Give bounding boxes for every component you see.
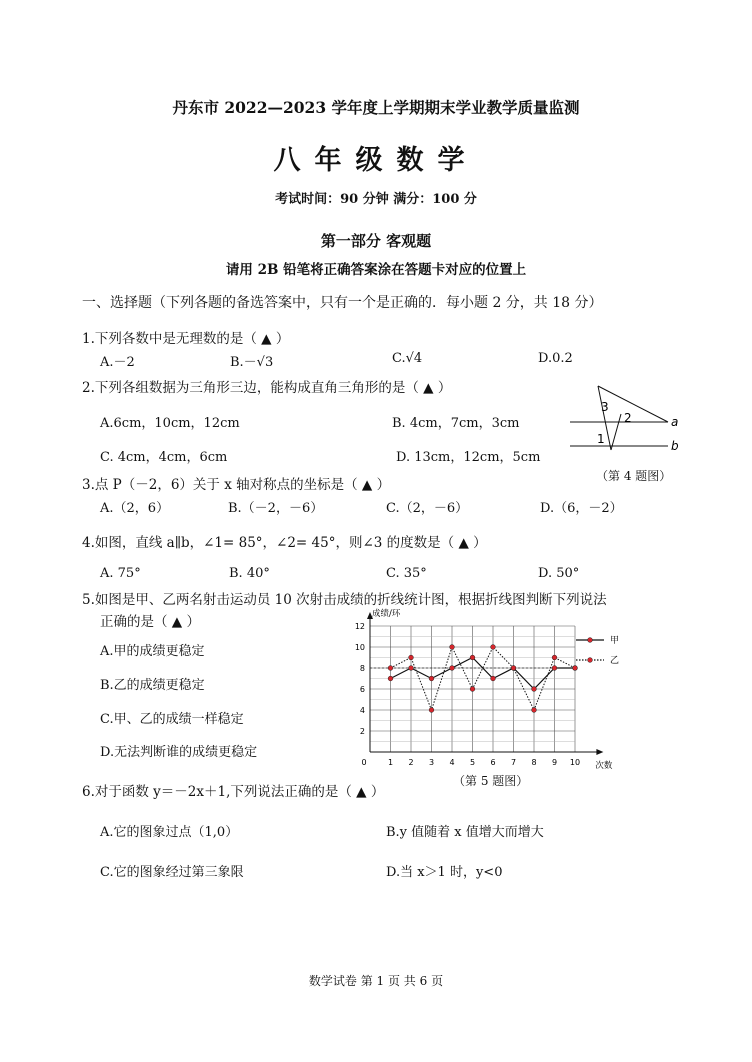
question-3-option-c: C.（2，－6） [386, 501, 469, 516]
chart-tick-labels [355, 608, 613, 771]
x-tick-label: 2 [408, 758, 414, 767]
question-4-option-c: C. 35° [386, 566, 427, 581]
y-axis-label: 成绩/环 [372, 609, 401, 619]
series-point [409, 655, 414, 660]
figure-5-line-chart [348, 604, 648, 772]
line-a-label: a [671, 415, 679, 429]
series-point [470, 687, 475, 692]
series-point [552, 666, 557, 671]
question-3-stem: 3.点 P（－2，6）关于 x 轴对称点的坐标是（ ▲ ） [82, 477, 391, 493]
question-4-option-a: A. 75° [100, 566, 141, 581]
subject-title: 八年级数学 [273, 145, 479, 176]
series-point [388, 666, 393, 671]
question-5-option-a: A.甲的成绩更稳定 [100, 644, 205, 659]
question-6-stem: 6.对于函数 y＝－2x＋1,下列说法正确的是（ ▲ ） [82, 784, 385, 800]
question-5-stem: 5.如图是甲、乙两名射击运动员 10 次射击成绩的折线统计图，根据折线图判断下列说法 [82, 592, 607, 608]
question-4-stem: 4.如图，直线 a∥b，∠1= 85°，∠2= 45°，则∠3 的度数是（ ▲ ） [82, 535, 487, 551]
angle-3-label: 3 [601, 400, 609, 414]
question-5-option-b: B.乙的成绩更稳定 [100, 678, 205, 693]
question-4-option-d: D. 50° [538, 566, 580, 581]
series-line-jia [391, 658, 576, 690]
series-point [429, 708, 434, 713]
legend-label: 乙 [610, 656, 620, 666]
series-point [409, 666, 414, 671]
origin-label: 0 [361, 758, 367, 767]
x-axis-arrow [596, 749, 603, 755]
legend-label: 甲 [610, 636, 620, 646]
series-point [491, 645, 496, 650]
question-2-stem: 2.下列各组数据为三角形三边，能构成直角三角形的是（ ▲ ） [82, 380, 452, 396]
legend-marker [588, 638, 593, 643]
x-tick-label: 3 [428, 758, 435, 767]
question-2-option-d: D. 13cm，12cm，5cm [396, 450, 541, 465]
angle-1-label: 1 [597, 432, 605, 446]
series-point [552, 655, 557, 660]
question-3-option-d: D.（6，－2） [540, 501, 623, 516]
series-point [491, 676, 496, 681]
question-5-stem-continued: 正确的是（ ▲ ） [100, 614, 200, 630]
x-tick-label: 9 [551, 758, 558, 767]
question-6-option-a: A.它的图象过点（1,0） [100, 825, 239, 840]
y-tick-label: 2 [359, 727, 365, 736]
page-footer: 数学试卷 第 1 页 共 6 页 [308, 974, 444, 988]
x-tick-label: 5 [469, 758, 476, 767]
series-point [532, 708, 537, 713]
series-point [470, 655, 475, 660]
series-point [511, 666, 516, 671]
y-tick-label: 12 [354, 622, 365, 631]
question-1-stem: 1.下列各数中是无理数的是（ ▲ ） [82, 331, 290, 347]
section-heading: 一、选择题（下列各题的备选答案中，只有一个是正确的．每小题 2 分，共 18 分） [82, 295, 603, 311]
question-6-option-b: B.y 值随着 x 值增大而增大 [386, 825, 544, 840]
chart-legend [576, 635, 619, 666]
figure-5-caption: （第 5 题图） [453, 774, 529, 788]
series-point [429, 676, 434, 681]
y-tick-label: 4 [359, 706, 365, 715]
series-point [573, 666, 578, 671]
question-3-option-b: B.（－2，－6） [228, 501, 324, 516]
question-1-option-a: A.－2 [100, 355, 135, 370]
x-tick-label: 4 [449, 758, 455, 767]
line-b-label: b [671, 439, 679, 453]
legend-marker [588, 658, 593, 663]
question-1-option-d: D.0.2 [538, 351, 573, 366]
x-tick-label: 6 [490, 758, 496, 767]
question-2-option-b: B. 4cm，7cm，3cm [392, 416, 520, 431]
question-6-option-c: C.它的图象经过第三象限 [100, 865, 244, 880]
x-tick-label: 8 [531, 758, 537, 767]
question-3-option-a: A.（2，6） [100, 501, 170, 516]
exam-title: 丹东市 2022—2023 学年度上学期期末学业教学质量监测 [172, 98, 580, 117]
question-5-option-c: C.甲、乙的成绩一样稳定 [100, 712, 244, 727]
angle-2-label: 2 [624, 411, 632, 425]
part-heading: 第一部分 客观题 [320, 232, 432, 250]
transversal [611, 414, 621, 450]
x-tick-label: 7 [510, 758, 517, 767]
figure-4-caption: （第 4 题图） [596, 469, 672, 483]
question-1-option-b: B.－√3 [230, 355, 274, 370]
question-4-option-b: B. 40° [229, 566, 270, 581]
question-2-option-c: C. 4cm，4cm，6cm [100, 450, 228, 465]
question-2-option-a: A.6cm，10cm，12cm [100, 416, 240, 431]
question-5-option-d: D.无法判断谁的成绩更稳定 [100, 745, 258, 760]
exam-meta: 考试时间：90 分钟 满分：100 分 [275, 192, 477, 207]
series-point [450, 666, 455, 671]
x-tick-label: 1 [387, 758, 394, 767]
series-point [532, 687, 537, 692]
y-tick-label: 10 [354, 643, 365, 652]
x-axis-label: 次数 [595, 761, 613, 771]
question-1-option-c: C.√4 [392, 351, 423, 366]
y-tick-label: 8 [359, 664, 365, 673]
question-6-option-d: D.当 x＞1 时，y<0 [386, 865, 503, 880]
instruction: 请用 2B 铅笔将正确答案涂在答题卡对应的位置上 [225, 262, 527, 278]
series-point [450, 645, 455, 650]
y-tick-label: 6 [359, 685, 365, 694]
series-point [388, 676, 393, 681]
chart-axes [367, 612, 603, 755]
x-tick-label: 10 [569, 758, 581, 767]
